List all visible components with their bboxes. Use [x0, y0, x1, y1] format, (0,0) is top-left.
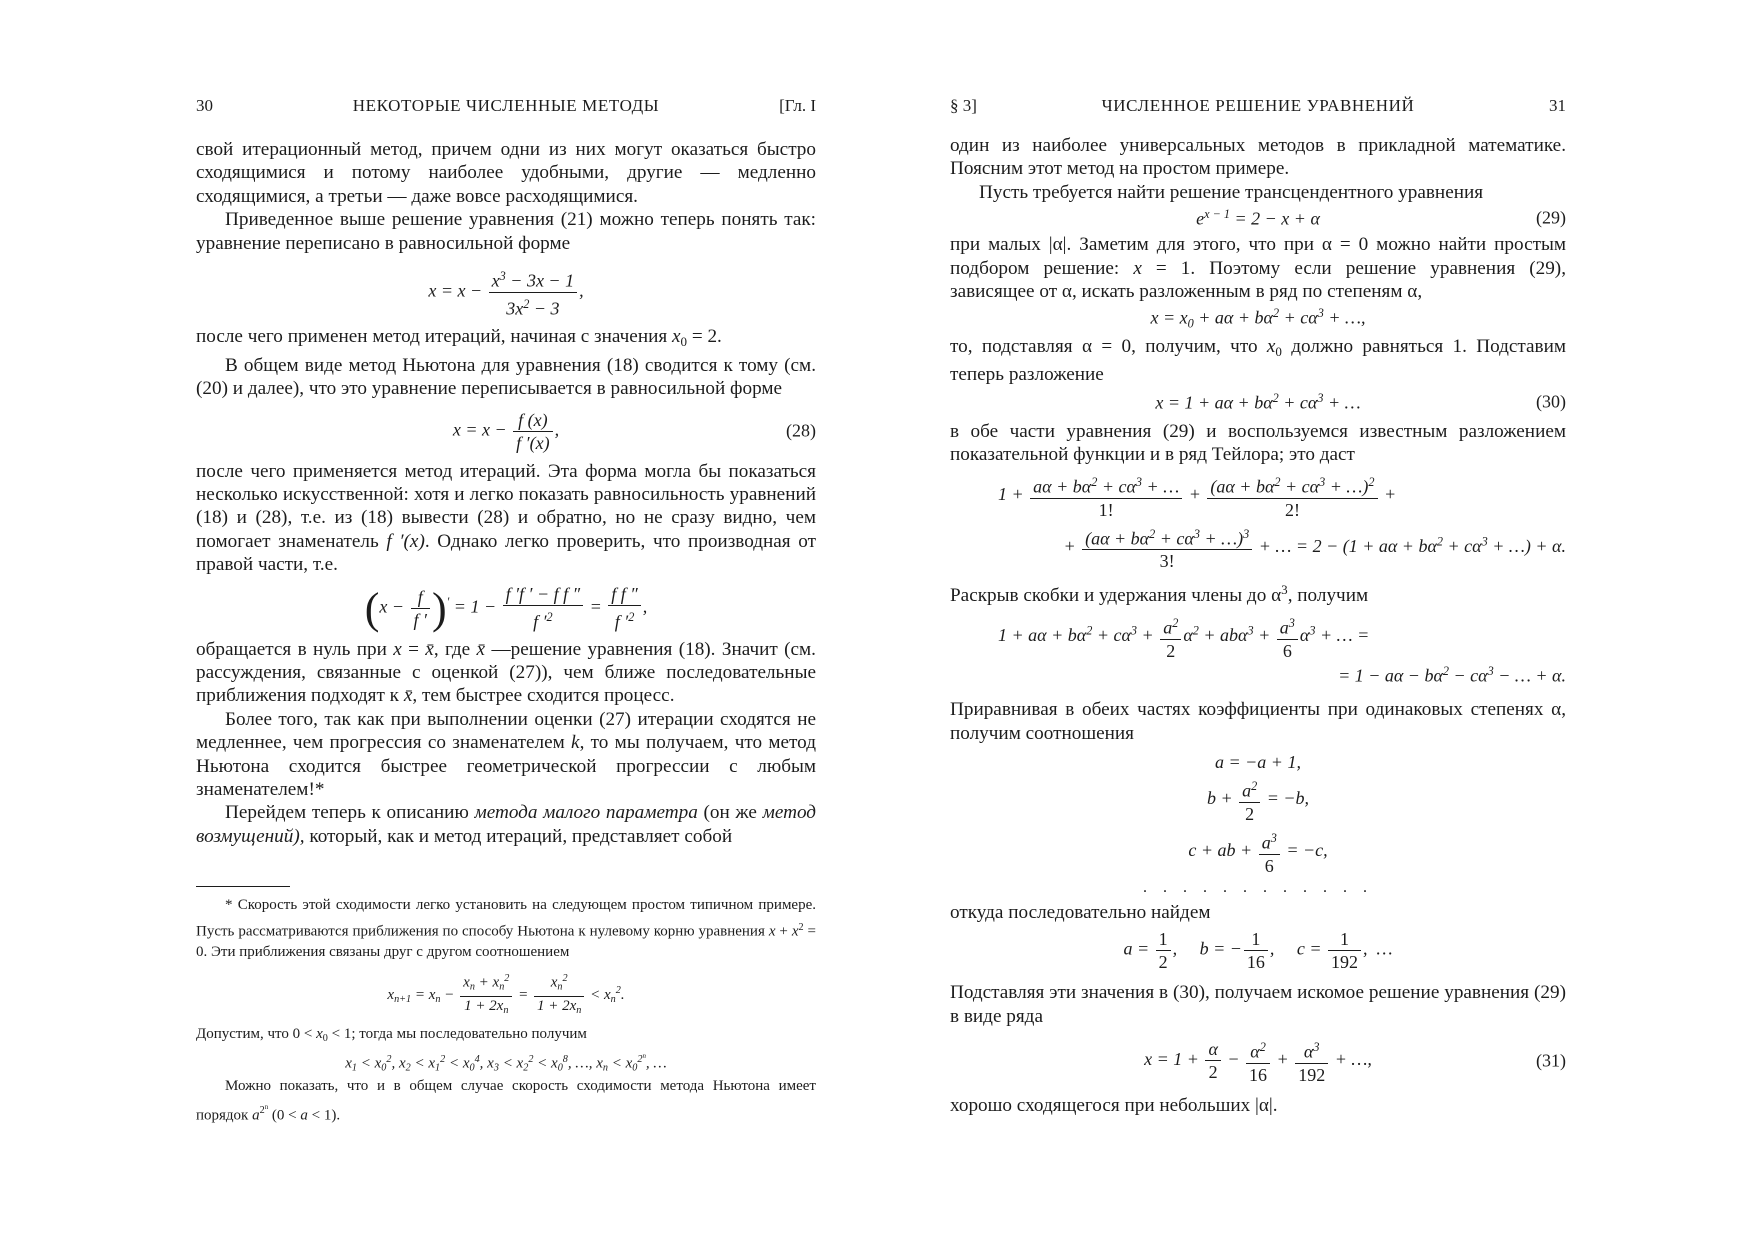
paragraph: откуда последовательно найдем	[950, 901, 1211, 923]
equation-29: $e^{x - 1} = 2 - x + \alpha$ (29)	[1196, 206, 1566, 229]
equation-expanded-line2: = $1 - a\alpha - b\alpha^2 - c\alpha^3$ − … + α.	[1338, 663, 1566, 686]
equation-number: (28)	[786, 420, 816, 441]
page-number-left: 30	[196, 96, 213, 115]
left-running-header	[196, 96, 816, 118]
paragraph: Приведенное выше решение уравнения (21) можно теперь понять так: уравнение переписано в равносильной форме	[196, 209, 816, 254]
left-page	[196, 0, 816, 1241]
right-running-header	[950, 96, 1566, 118]
equation-30: $x = 1 + a\alpha + b\alpha^2 + c\alpha^3$ + … (30)	[1155, 391, 1566, 414]
equation-coef-c: c + ab + $\frac{a^3}{6}$ = −c,	[950, 827, 1566, 877]
paragraph: после чего применен метод итераций, начиная с значения $x_0 = 2$.	[196, 326, 722, 350]
paragraph: Более того, так как при выполнении оценки (27) итерации сходятся не медленнее, чем прогрессия со знаменателем k, то мы получаем, что метод Ньютона сходится быстрее геометрической прогрессии с любым знаменателем!*	[196, 708, 816, 801]
paragraph: один из наиболее универсальных методов в прикладной математике. Поясним этот метод на простом примере.	[950, 135, 1566, 180]
paragraph: хорошо сходящегося при небольших |α|.	[950, 1094, 1278, 1116]
equation-taylor-line1: 1 + $\frac{a\alpha + b\alpha^2 + c\alpha^3 + \dots}{1!}$ + $\frac{(a\alpha + b\alpha^2 + c\alpha^3 + \dots)^2}{2!}$ +	[950, 471, 1566, 521]
equation-coef-b: b + $\frac{a^2}{2}$ = −b,	[950, 775, 1566, 825]
equation-taylor-line2: + $\frac{(a\alpha + b\alpha^2 + c\alpha^3 + \dots)^3}{3!}$ + … = $2 - (1 + a\alpha + b\alpha^2 + c\alpha^3$ + …) + α.	[950, 523, 1566, 573]
footnote: * Скорость этой сходимости легко установить на следующем простом типичном примере. Пусть рассматриваются приближения по способу Ньютона к нулевому корню уравнения $x + x^2 = 0$. Эти приближения связаны друг с другом соотношением	[196, 897, 816, 961]
section-label: § 3]	[950, 96, 977, 115]
paragraph: Приравнивая в обеих частях коэффициенты при одинаковых степенях α, получим соотношения	[950, 699, 1566, 744]
footnote-equation-chain: $x_1 < x_0^2$, $x_2 < x_1^2 < x_0^4$, $x_3 < x_2^2 < x_0^8$, …, $x_n < x_0^{2^n}$, …	[345, 1052, 667, 1074]
paragraph: Раскрыв скобки и удержания члены до $\alpha^3$, получим	[950, 582, 1369, 607]
paragraph: свой итерационный метод, причем одни из них могут оказаться быстро сходящимися и потому наиболее удобными, другие — медленно сходящимися, а третьи — даже вовсе расходящимися.	[196, 139, 816, 207]
paragraph: Пусть требуется найти решение трансцендентного уравнения	[979, 181, 1484, 203]
equation-coef-a: a = −a + 1,	[1215, 752, 1301, 773]
equation-derivative: (x − $\frac{f}{f '}$ )′ = 1 − $\frac{\text{f ′f ′ − f f ″}}{f '^2}$ = $\frac{\text{f f ″}}{f '^2}$ ,	[364, 583, 648, 633]
paragraph: то, подставляя α = 0, получим, что $x_0$ должно равняться 1. Подставим теперь разложение	[950, 336, 1566, 386]
paragraph: в обе части уравнения (29) и воспользуемся известным разложением показательной функции и в ряд Тейлора; это даст	[950, 421, 1566, 466]
paragraph: Подставляя эти значения в (30), получаем искомое решение уравнения (29) в виде ряда	[950, 982, 1566, 1027]
equation-28: x = x − $\frac{f (x)}{f '(x)}$ , (28)	[452, 409, 816, 453]
footnote: Допустим, что $0 < x_0 < 1$; тогда мы последовательно получим	[196, 1026, 587, 1045]
equation-number: (30)	[1536, 391, 1566, 412]
equation-expanded-line1: $1 + a\alpha + b\alpha^2 + c\alpha^3$ + $\frac{a^2}{2}$ $\alpha^2 + ab\alpha^3$ + $\frac{a^3}{6}$ $\alpha^3$ + … =	[950, 612, 1566, 662]
right-page	[950, 0, 1566, 1241]
paragraph: В общем виде метод Ньютона для уравнения (18) сводится к тому (см. (20) и далее), что это уравнение переписывается в равносильной форме	[196, 354, 816, 400]
equation-iteration-form: x = x − $\frac{x^3 - 3x - 1}{3x^2 - 3}$ ,	[196, 265, 816, 319]
right-page-body	[950, 134, 1566, 1117]
paragraph: обращается в нуль при x = x̄, где x̄ —решение уравнения (18). Значит (см. рассуждения, связанные с оценкой (27)), чем ближе последовательные приближения подходят к x̄, тем быстрее сходится процесс.	[196, 638, 816, 707]
equation-coefficient-values: a = $\frac{1}{2}$ , b = − $\frac{1}{16}$ , c = $\frac{1}{192}$ , …	[1123, 929, 1393, 973]
running-title-left: НЕКОТОРЫЕ ЧИСЛЕННЫЕ МЕТОДЫ	[352, 96, 660, 115]
footnote-equation-recurrence: $x_{n+1} = x_n$ − $\frac{x_n + x_n^2}{1 + 2x_n}$ = $\frac{x_n^2}{1 + 2x_n}$ < $x_n^2$.	[196, 970, 816, 1021]
left-page-body	[196, 138, 816, 1126]
equation-number: (31)	[1536, 1050, 1566, 1071]
paragraph: после чего применяется метод итераций. Эта форма могла бы показаться несколько искусственной: хотя и легко показать равносильность уравнений (18) и (28), т.е. из (18) вывести (28) и обратно, но не сразу видно, чем помогает знаменатель f ′(x). Однако легко проверить, что производная от правой части, т.е.	[196, 460, 816, 576]
equation-series: $x = x_0 + a\alpha + b\alpha^2 + c\alpha^3$ + …,	[1150, 305, 1366, 331]
footnote: Можно показать, что и в общем случае скорость сходимости метода Ньютона имеет порядок $a^{2^n}$ (0 < a < 1).	[196, 1078, 816, 1124]
paragraph: Перейдем теперь к описанию метода малого параметра (он же метод возмущений), который, как и метод итераций, представляет собой	[196, 802, 817, 847]
page-number-right: 31	[1549, 96, 1566, 115]
equation-number: (29)	[1536, 207, 1566, 228]
chapter-label: [Гл. I	[779, 96, 816, 115]
paragraph: при малых |α|. Заметим для этого, что при α = 0 можно найти простым подбором решение: x = 1. Поэтому если решение уравнения (29), зависящее от α, искать разложенным в ряд по степеням α,	[950, 234, 1567, 303]
equation-31: x = 1 + $\frac{\alpha}{2}$ − $\frac{\alpha^2}{16}$ + $\frac{\alpha^3}{192}$ + …, (31)	[950, 1036, 1566, 1086]
running-title-right: ЧИСЛЕННОЕ РЕШЕНИЕ УРАВНЕНИЙ	[1101, 96, 1415, 115]
continuation-dots: . . . . . . . . . . . .	[1143, 878, 1373, 896]
